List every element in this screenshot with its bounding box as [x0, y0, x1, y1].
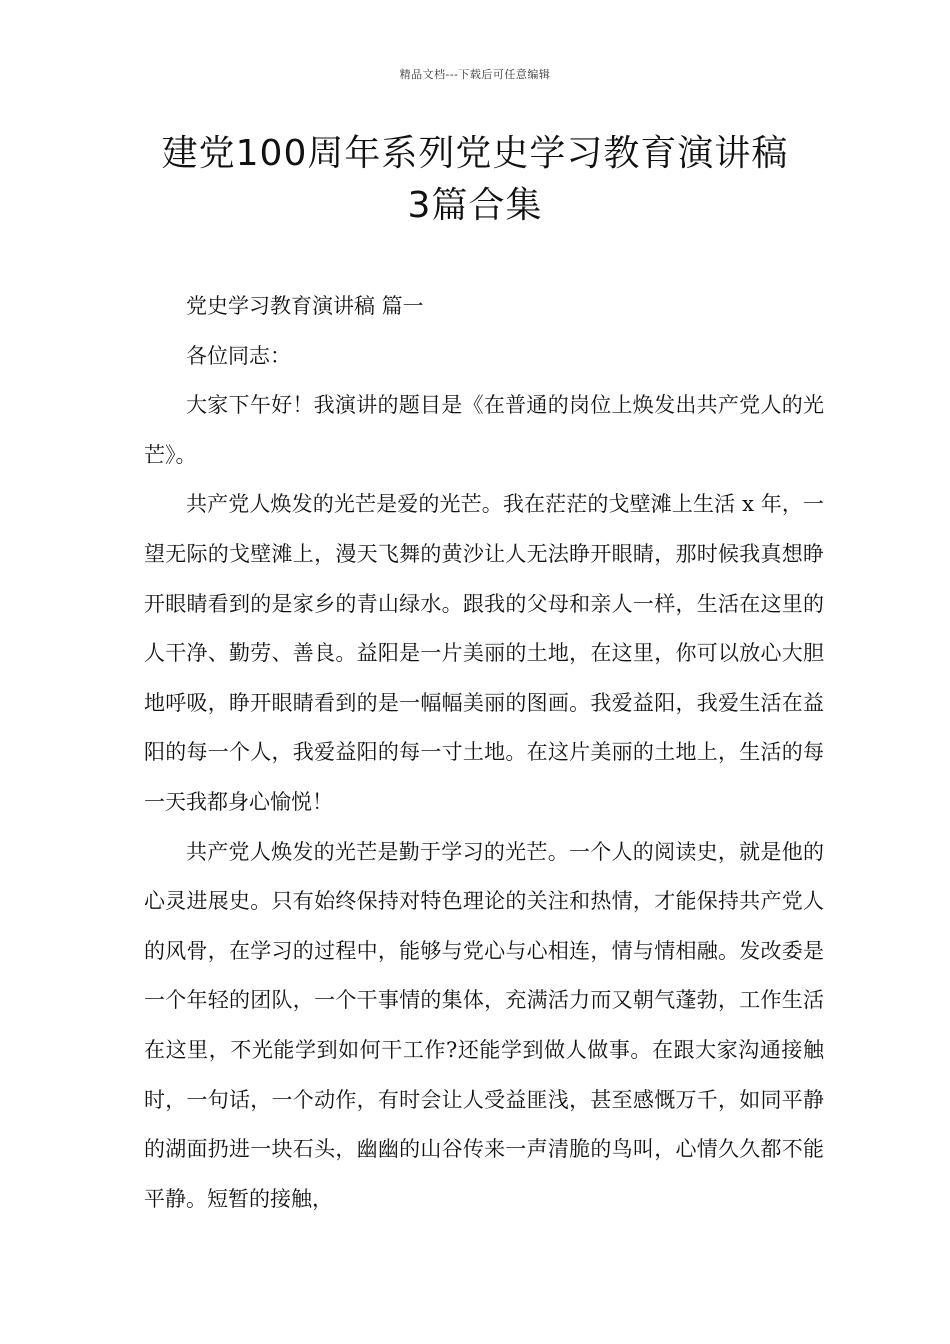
document-body — [144, 282, 824, 1224]
document-title-line-1: 建党100周年系列党史学习教育演讲稿 — [161, 133, 789, 174]
body-paragraph: 共产党人焕发的光芒是勤于学习的光芒。一个人的阅读史，就是他的心灵进展史。只有始终保持对特色理论的关注和热情，才能保持共产党人的风骨，在学习的过程中，能够与党心与心相连，情与情相融。发改委是一个年轻的团队，一个干事情的集体，充满活力而又朝气蓬勃，工作生活在这里，不光能学到如何干工作?还能学到做人做事。在跟大家沟通接触时，一句话，一个动作，有时会让人受益匪浅，甚至感慨万千，如同平静的湖面扔进一块石头，幽幽的山谷传来一声清脆的鸟叫，心情久久都不能平静。短暂的接触， — [144, 839, 824, 1211]
body-paragraph: 大家下午好！我演讲的题目是《在普通的岗位上焕发出共产党人的光芒》。 — [144, 393, 824, 467]
document-title — [100, 128, 850, 232]
page-header: 精品文档---下载后可任意编辑 — [399, 68, 551, 81]
section-heading: 党史学习教育演讲稿 篇一 — [186, 294, 424, 318]
salutation: 各位同志： — [186, 343, 291, 368]
body-paragraph: 共产党人焕发的光芒是爱的光芒。我在茫茫的戈壁滩上生活 x 年，一望无际的戈壁滩上，漫天飞舞的黄沙让人无法睁开眼睛，那时候我真想睁开眼睛看到的是家乡的青山绿水。跟我的父母和亲人一样，生活在这里的人干净、勤劳、善良。益阳是一片美丽的土地，在这里，你可以放心大胆地呼吸，睁开眼睛看到的是一幅幅美丽的图画。我爱益阳，我爱生活在益阳的每一个人，我爱益阳的每一寸土地。在这片美丽的土地上，生活的每一天我都身心愉悦！ — [144, 492, 824, 814]
document-title-line-2: 3篇合集 — [407, 185, 543, 226]
